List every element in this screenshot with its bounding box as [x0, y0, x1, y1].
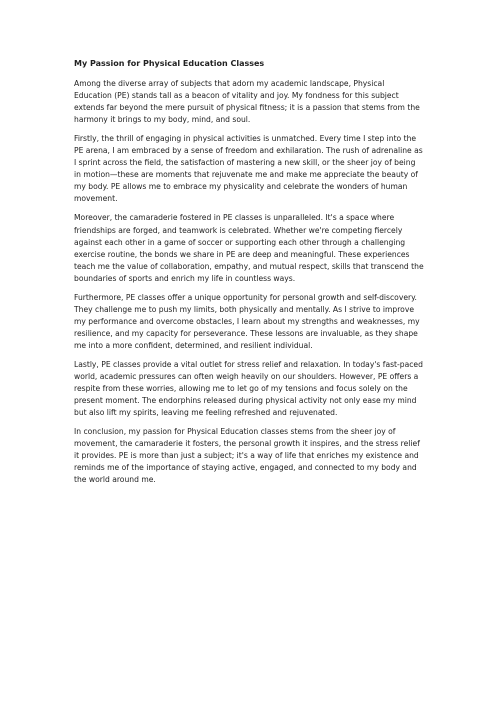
document-page: [74, 58, 424, 493]
paragraph-thrill: Firstly, the thrill of engaging in physical activities is unmatched. Every time I step into the PE arena, I am embraced by a sense of freedom and exhilaration. The rush of adrenaline as I sprint across the field, the satisfaction of mastering a new skill, or the sheer joy of being in motion—these are moments that rejuvenate me and make me appreciate the beauty of my body. PE allows me to embrace my physicality and celebrate the wonders of human movement.: [74, 134, 423, 204]
document-title: My Passion for Physical Education Classes: [74, 59, 265, 68]
paragraph-stress-relief: Lastly, PE classes provide a vital outlet for stress relief and relaxation. In today's fast-paced world, academic pressures can often weigh heavily on our shoulders. However, PE offers a respite from these worries, allowing me to let go of my tensions and focus solely on the present moment. The endorphins released during physical activity not only ease my mind but also lift my spirits, leaving me feeling refreshed and rejuvenated.: [74, 359, 423, 418]
paragraph-camaraderie: Moreover, the camaraderie fostered in PE classes is unparalleled. It's a space where friendships are forged, and teamwork is celebrated. Whether we're competing fiercely against each other in a game of soccer or supporting each other through a challenging exercise routine, the bonds we share in PE are deep and meaningful. These experiences teach me the value of collaboration, empathy, and mutual respect, skills that transcend the boundaries of sports and enrich my life in countless ways.: [74, 213, 424, 283]
paragraph-growth: Furthermore, PE classes offer a unique opportunity for personal growth and self-discovery. They challenge me to push my limits, both physically and mentally. As I strive to improve my performance and overcome obstacles, I learn about my strengths and weaknesses, my resilience, and my capacity for perseverance. These lessons are invaluable, as they shape me into a more confident, determined, and resilient individual.: [74, 292, 420, 350]
paragraph-conclusion: In conclusion, my passion for Physical Education classes stems from the sheer joy of movement, the camaraderie it fosters, the personal growth it inspires, and the stress relief it provides. PE is more than just a subject; it's a way of life that enriches my existence and reminds me of the importance of staying active, engaged, and connected to my body and the world around me.: [74, 427, 420, 485]
paragraph-intro: Among the diverse array of subjects that adorn my academic landscape, Physical Education (PE) stands tall as a beacon of vitality and joy. My fondness for this subject extends far beyond the mere pursuit of physical fitness; it is a passion that stems from the harmony it brings to my body, mind, and soul.: [74, 79, 420, 125]
